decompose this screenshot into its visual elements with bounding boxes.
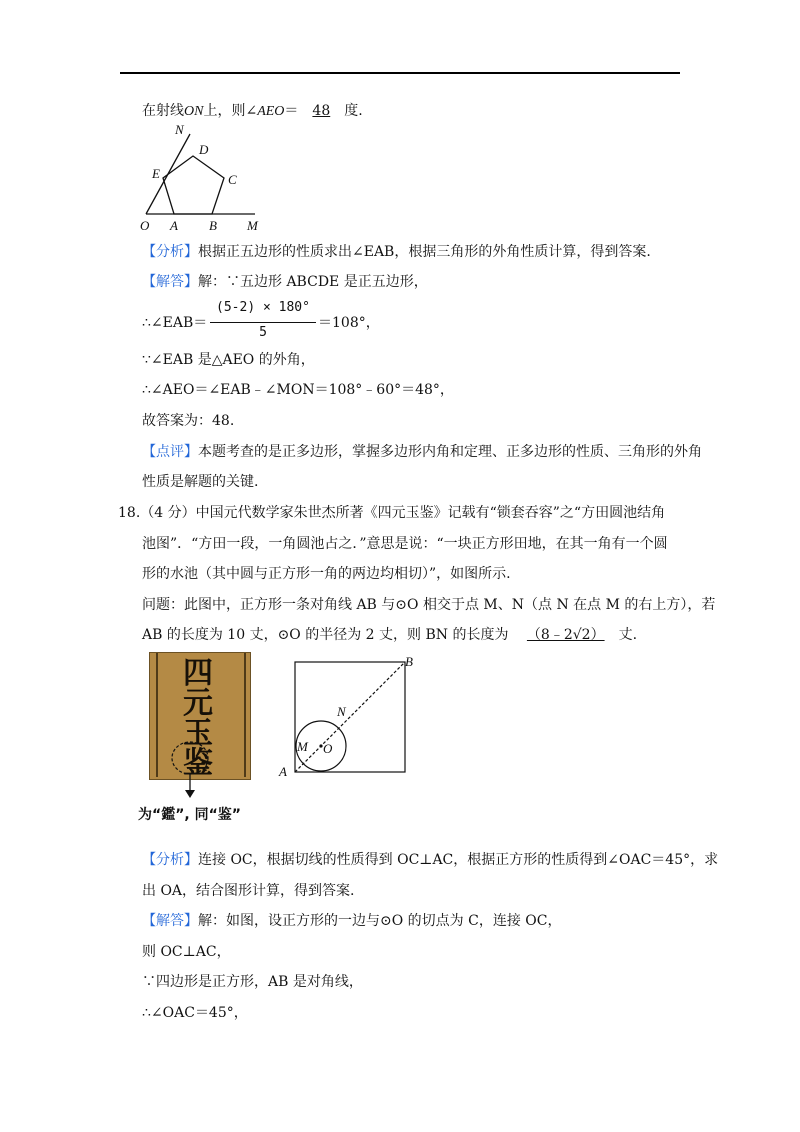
q18-stem-line — [142, 625, 637, 645]
q18-stem-line: 形的水池（其中圆与正方形一角的两边均相切）”，如图所示. — [142, 566, 511, 582]
solution-line: 故答案为：48. — [142, 413, 235, 429]
q17-stem-text: 上，则∠ — [203, 103, 258, 119]
formula-rhs: ＝108°， — [318, 315, 380, 331]
diagonal-ab — [295, 662, 405, 772]
q17-stem-text: 在射线 — [142, 103, 184, 119]
photo-callout — [170, 740, 226, 802]
book-glyph: 元 — [183, 686, 213, 721]
pentagon-abcde — [163, 156, 224, 214]
label-o: O — [140, 218, 150, 233]
analysis-tag: 【分析】 — [142, 852, 198, 868]
solution-line: ∴∠AEO＝∠EAB﹣∠MON＝108°﹣60°＝48°， — [142, 382, 454, 398]
comment-tag: 【点评】 — [142, 444, 198, 460]
solution-line: ∴∠OAC＝45°， — [142, 1005, 248, 1021]
q18-analysis — [142, 850, 718, 870]
q18-answer: （8﹣2√2） — [526, 627, 605, 643]
header-rule — [120, 72, 680, 74]
q18-solution — [142, 911, 561, 931]
q18-stem-text: 丈. — [618, 627, 638, 643]
pentagon-figure — [130, 122, 270, 234]
formula-numerator: (5-2) × 180° — [216, 300, 310, 315]
book-glyph: 鉴 — [183, 746, 213, 781]
comment-text: 本题考查的是正多边形，掌握多边形内角和定理、正多边形的性质、三角形的外角 — [198, 444, 702, 460]
q17-analysis — [142, 242, 651, 262]
label-m: M — [247, 218, 258, 233]
analysis-text: 出 OA，结合图形计算，得到答案. — [142, 883, 355, 899]
label-b: B — [405, 654, 413, 669]
label-o: O — [323, 741, 333, 756]
analysis-tag: 【分析】 — [142, 244, 198, 260]
q17-stem — [142, 101, 363, 122]
analysis-text: 根据正五边形的性质求出∠EAB，根据三角形的外角性质计算，得到答案. — [198, 244, 651, 260]
analysis-text: 连接 OC，根据切线的性质得到 OC⊥AC，根据正方形的性质得到∠OAC＝45°，求 — [198, 852, 719, 868]
square-circle-figure — [276, 652, 424, 780]
solution-line: ∵四边形是正方形，AB 是对角线， — [142, 974, 363, 990]
solution-line: 解：∵五边形 ABCDE 是正五边形， — [198, 274, 428, 290]
q18-stem-text: AB 的长度为 10 丈，⊙O 的半径为 2 丈，则 BN 的长度为 — [142, 627, 509, 643]
formula-lhs: ∴∠EAB＝ — [142, 315, 208, 331]
photo-caption: 为“鑑”, 同“鉴” — [138, 807, 241, 823]
q17-solution — [142, 272, 428, 292]
arrow-head-icon — [185, 790, 195, 798]
label-b: B — [209, 218, 217, 233]
solution-line: 则 OC⊥AC， — [142, 944, 231, 960]
label-a: A — [279, 764, 287, 779]
solution-line: ∵∠EAB 是△AEO 的外角， — [142, 352, 315, 368]
label-d: D — [199, 142, 209, 157]
label-m: M — [297, 739, 308, 754]
q17-stem-aeo: AEO — [257, 104, 285, 119]
book-glyph: 四 — [183, 656, 213, 691]
q17-stem-text: 度. — [344, 103, 363, 119]
q18-stem-line: 池图”．“方田一段，一角圆池占之．”意思是说：“一块正方形田地，在其一角有一个圆 — [142, 536, 668, 552]
solution-tag: 【解答】 — [142, 274, 198, 290]
label-n: N — [175, 122, 184, 137]
label-a: A — [170, 218, 178, 233]
label-n: N — [337, 704, 346, 719]
q17-answer: 48 — [312, 103, 331, 119]
label-e: E — [152, 166, 160, 181]
q17-stem-text: ＝ — [284, 103, 299, 119]
formula-denominator: 5 — [259, 325, 267, 340]
q17-stem-on: ON — [184, 104, 204, 119]
solution-tag: 【解答】 — [142, 913, 198, 929]
callout-circle — [172, 742, 208, 774]
book-glyph: 玉 — [183, 716, 213, 751]
solution-line: 解：如图，设正方形的一边与⊙O 的切点为 C，连接 OC， — [198, 913, 562, 929]
q17-comment — [142, 442, 702, 462]
q18-stem-line: 18.（4 分）中国元代数学家朱世杰所著《四元玉鉴》记载有“锁套吞容”之“方田圆池结角 — [118, 505, 666, 521]
label-c: C — [228, 172, 237, 187]
comment-text: 性质是解题的关键. — [142, 474, 259, 490]
q18-stem-line: 问题：此图中，正方形一条对角线 AB 与⊙O 相交于点 M、N（点 N 在点 M 的右上方），若 — [142, 597, 716, 613]
